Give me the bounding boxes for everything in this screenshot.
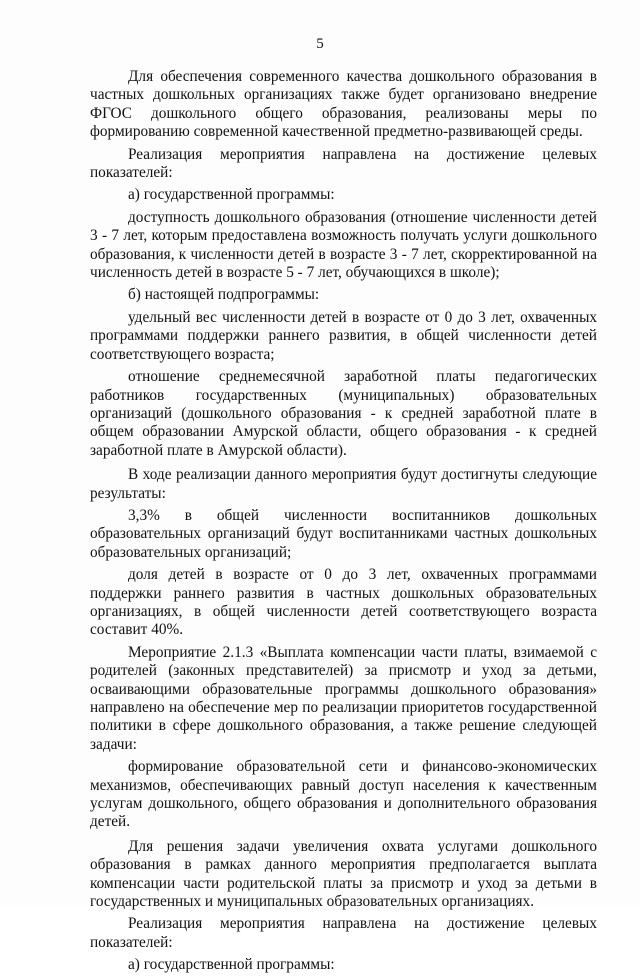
paragraph: формирование образовательной сети и финансово-экономических механизмов, обеспечивающих равный доступ населения к качественным услугам дошкольного, общего образования и дополнительного образования детей. [90,758,597,831]
paragraph: Для обеспечения современного качества дошкольного образования в частных дошкольных организациях также будет организовано внедрение ФГОС дошкольного общего образования, реализованы меры по формированию современной качественной предметно-развивающей среды. [90,68,597,141]
body-text [90,68,597,979]
paragraph: Реализация мероприятия направлена на достижение целевых показателей: [90,915,597,951]
paragraph: доля детей в возрасте от 0 до 3 лет, охваченных программами поддержки раннего развития в частных дошкольных образовательных организациях, в общей численности детей соответствующего возраста составит 40%. [90,566,597,639]
paragraph: а) государственной программы: [128,186,335,204]
paragraph: Мероприятие 2.1.3 «Выплата компенсации части платы, взимаемой с родителей (законных представителей) за присмотр и уход за детьми, осваивающими образовательные программы дошкольного образования» направлено на обеспечение мер по реализации приоритетов государственной политики в сфере дошкольного образования, а также решение следующей задачи: [90,643,597,753]
paragraph: В ходе реализации данного мероприятия будут достигнуты следующие результаты: [90,466,597,502]
paragraph: б) настоящей подпрограммы: [128,286,320,304]
paragraph: доступность дошкольного образования (отношение численности детей 3 - 7 лет, которым предоставлена возможность получать услуги дошкольного образования, к численности детей в возрасте 3 - 7 лет, скорректированной на численность детей в возрасте 5 - 7 лет, обучающихся в школе); [90,208,597,282]
paragraph: а) государственной программы: [128,956,335,974]
paragraph: 3,3% в общей численности воспитанников дошкольных образовательных организаций будут воспитанниками частных дошкольных образовательных организаций; [90,506,597,561]
paragraph: отношение среднемесячной заработной платы педагогических работников государственных (муниципальных) образовательных организаций (дошкольного образования - к средней заработной плате в общем образовании Амурской области, общего образования - к средней заработной плате в Амурской области). [90,368,597,459]
page-number: 5 [316,36,324,52]
paragraph: удельный вес численности детей в возрасте от 0 до 3 лет, охваченных программами поддержки раннего развития, в общей численности детей соответствующего возраста; [90,308,597,363]
paragraph: Для решения задачи увеличения охвата услугами дошкольного образования в рамках данного мероприятия предполагается выплата компенсации части родительской платы за присмотр и уход за детьми в государственных и муниципальных образовательных организациях. [90,837,597,911]
paragraph: Реализация мероприятия направлена на достижение целевых показателей: [90,145,597,182]
